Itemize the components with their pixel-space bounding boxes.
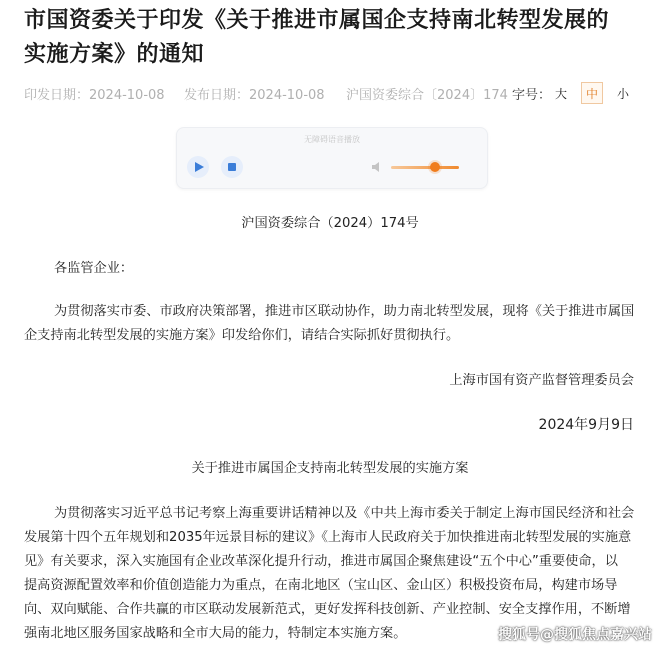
font-size-medium-button[interactable]: 中 — [581, 82, 603, 104]
body-line: 提高资源配置效率和价值创造能力为重点，在南北地区（宝山区、金山区）积极投资布局，构建市场导 — [24, 578, 618, 593]
document-number: 沪国资委综合（2024）174号 — [241, 216, 419, 231]
print-date: 印发日期：2024-10-08 — [24, 88, 165, 103]
intro-line-1: 为贯彻落实市委、市政府决策部署，推进市区联动协作，助力南北转型发展，现将《关于推进市属国 — [54, 304, 635, 319]
intro-line-2: 企支持南北转型发展的实施方案》印发给你们，请结合实际抓好贯彻执行。 — [24, 328, 460, 343]
volume-icon[interactable] — [371, 160, 385, 174]
publish-date: 发布日期：2024-10-08 — [184, 88, 325, 103]
doc-number-meta: 沪国资委综合〔2024〕174 — [346, 88, 508, 103]
salutation: 各监管企业： — [54, 261, 134, 276]
play-icon[interactable] — [187, 156, 209, 178]
volume-slider-knob[interactable] — [430, 162, 440, 172]
watermark: 搜狐号@搜狐焦点嘉兴站 — [498, 627, 652, 643]
stop-icon[interactable] — [221, 156, 243, 178]
body-line: 向、双向赋能、合作共赢的市区联动发展新范式，更好发挥科技创新、产业控制、安全支撑作用，不断增 — [24, 602, 631, 617]
audio-player — [176, 127, 488, 189]
font-size-label: 字号： — [512, 88, 552, 103]
font-size-large-button[interactable]: 大 — [554, 87, 567, 101]
attachment-title: 关于推进市属国企支持南北转型发展的实施方案 — [191, 461, 469, 476]
player-hint: 无障碍语音播放 — [304, 135, 360, 144]
body-line: 见》有关要求，深入实施国有企业改革深化提升行动，推进市属国企聚焦建设“五个中心”重要使命，以 — [24, 554, 618, 569]
body-line: 发展第十四个五年规划和2035年远景目标的建议》《上海市人民政府关于加快推进南北转型发展的实施意 — [24, 530, 632, 545]
body-line: 为贯彻落实习近平总书记考察上海重要讲话精神以及《中共上海市委关于制定上海市国民经济和社会 — [54, 506, 635, 521]
font-size-small-button[interactable]: 小 — [616, 87, 629, 101]
title-line-2: 实施方案》的通知 — [24, 42, 205, 67]
page-title — [24, 4, 644, 72]
meta-bar — [24, 82, 644, 104]
volume-slider-track[interactable] — [391, 166, 459, 169]
issuer: 上海市国有资产监督管理委员会 — [449, 373, 634, 388]
issue-date: 2024年9月9日 — [538, 417, 634, 433]
body-line: 强南北地区服务国家战略和全市大局的能力，特制定本实施方案。 — [24, 626, 407, 641]
title-line-1: 市国资委关于印发《关于推进市属国企支持南北转型发展的 — [24, 8, 610, 33]
